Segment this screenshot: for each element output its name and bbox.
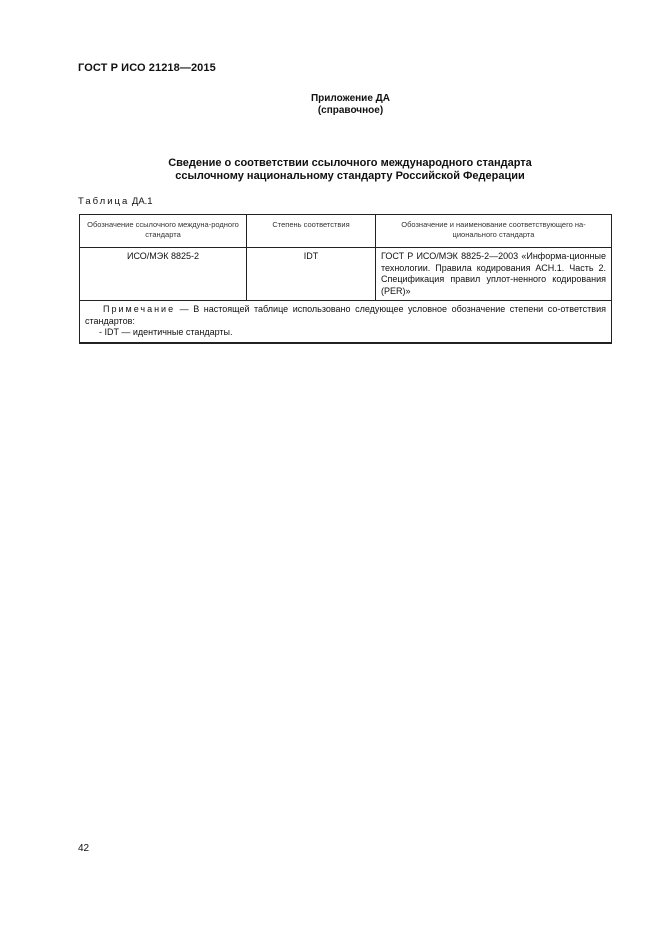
table-caption-word: Таблица [78, 196, 130, 207]
header-degree: Степень соответствия [247, 215, 376, 248]
appendix-heading [0, 93, 661, 117]
correspondence-table [79, 214, 612, 344]
header-national-standard: Обозначение и наименование соответствующего на-ционального стандарта [376, 215, 612, 248]
appendix-subtitle: (справочное) [317, 105, 384, 116]
table-note [80, 301, 612, 343]
table-note-row [80, 301, 612, 343]
header-intl-standard: Обозначение ссылочного междуна-родного стандарта [80, 215, 247, 248]
page-number: 42 [78, 843, 90, 854]
table-row [80, 248, 612, 301]
document-code: ГОСТ Р ИСО 21218—2015 [78, 62, 216, 74]
section-title-line-2: ссылочному национальному стандарту Российской Федерации [175, 170, 525, 182]
table-caption-number: ДА.1 [131, 196, 153, 207]
cell-degree: IDT [247, 248, 376, 301]
table-header-row [80, 215, 612, 248]
cell-intl-standard: ИСО/МЭК 8825-2 [80, 248, 247, 301]
cell-national-standard: ГОСТ Р ИСО/МЭК 8825-2—2003 «Информа-ционные технологии. Правила кодирования АСН.1. Часть 2. Спецификация правил уплот-ненного кодирования (PER)» [376, 248, 612, 301]
section-title-line-1: Сведение о соответствии ссылочного международного стандарта [168, 157, 532, 169]
note-item: - IDT — идентичные стандарты. [99, 327, 233, 337]
section-title [80, 157, 620, 183]
table-caption [78, 196, 153, 207]
note-label: Примечание [103, 304, 176, 314]
appendix-title: Приложение ДА [310, 93, 391, 104]
note-text: — В настоящей таблице использовано следующее условное обозначение степени со-ответствия стандартов: [85, 304, 606, 326]
